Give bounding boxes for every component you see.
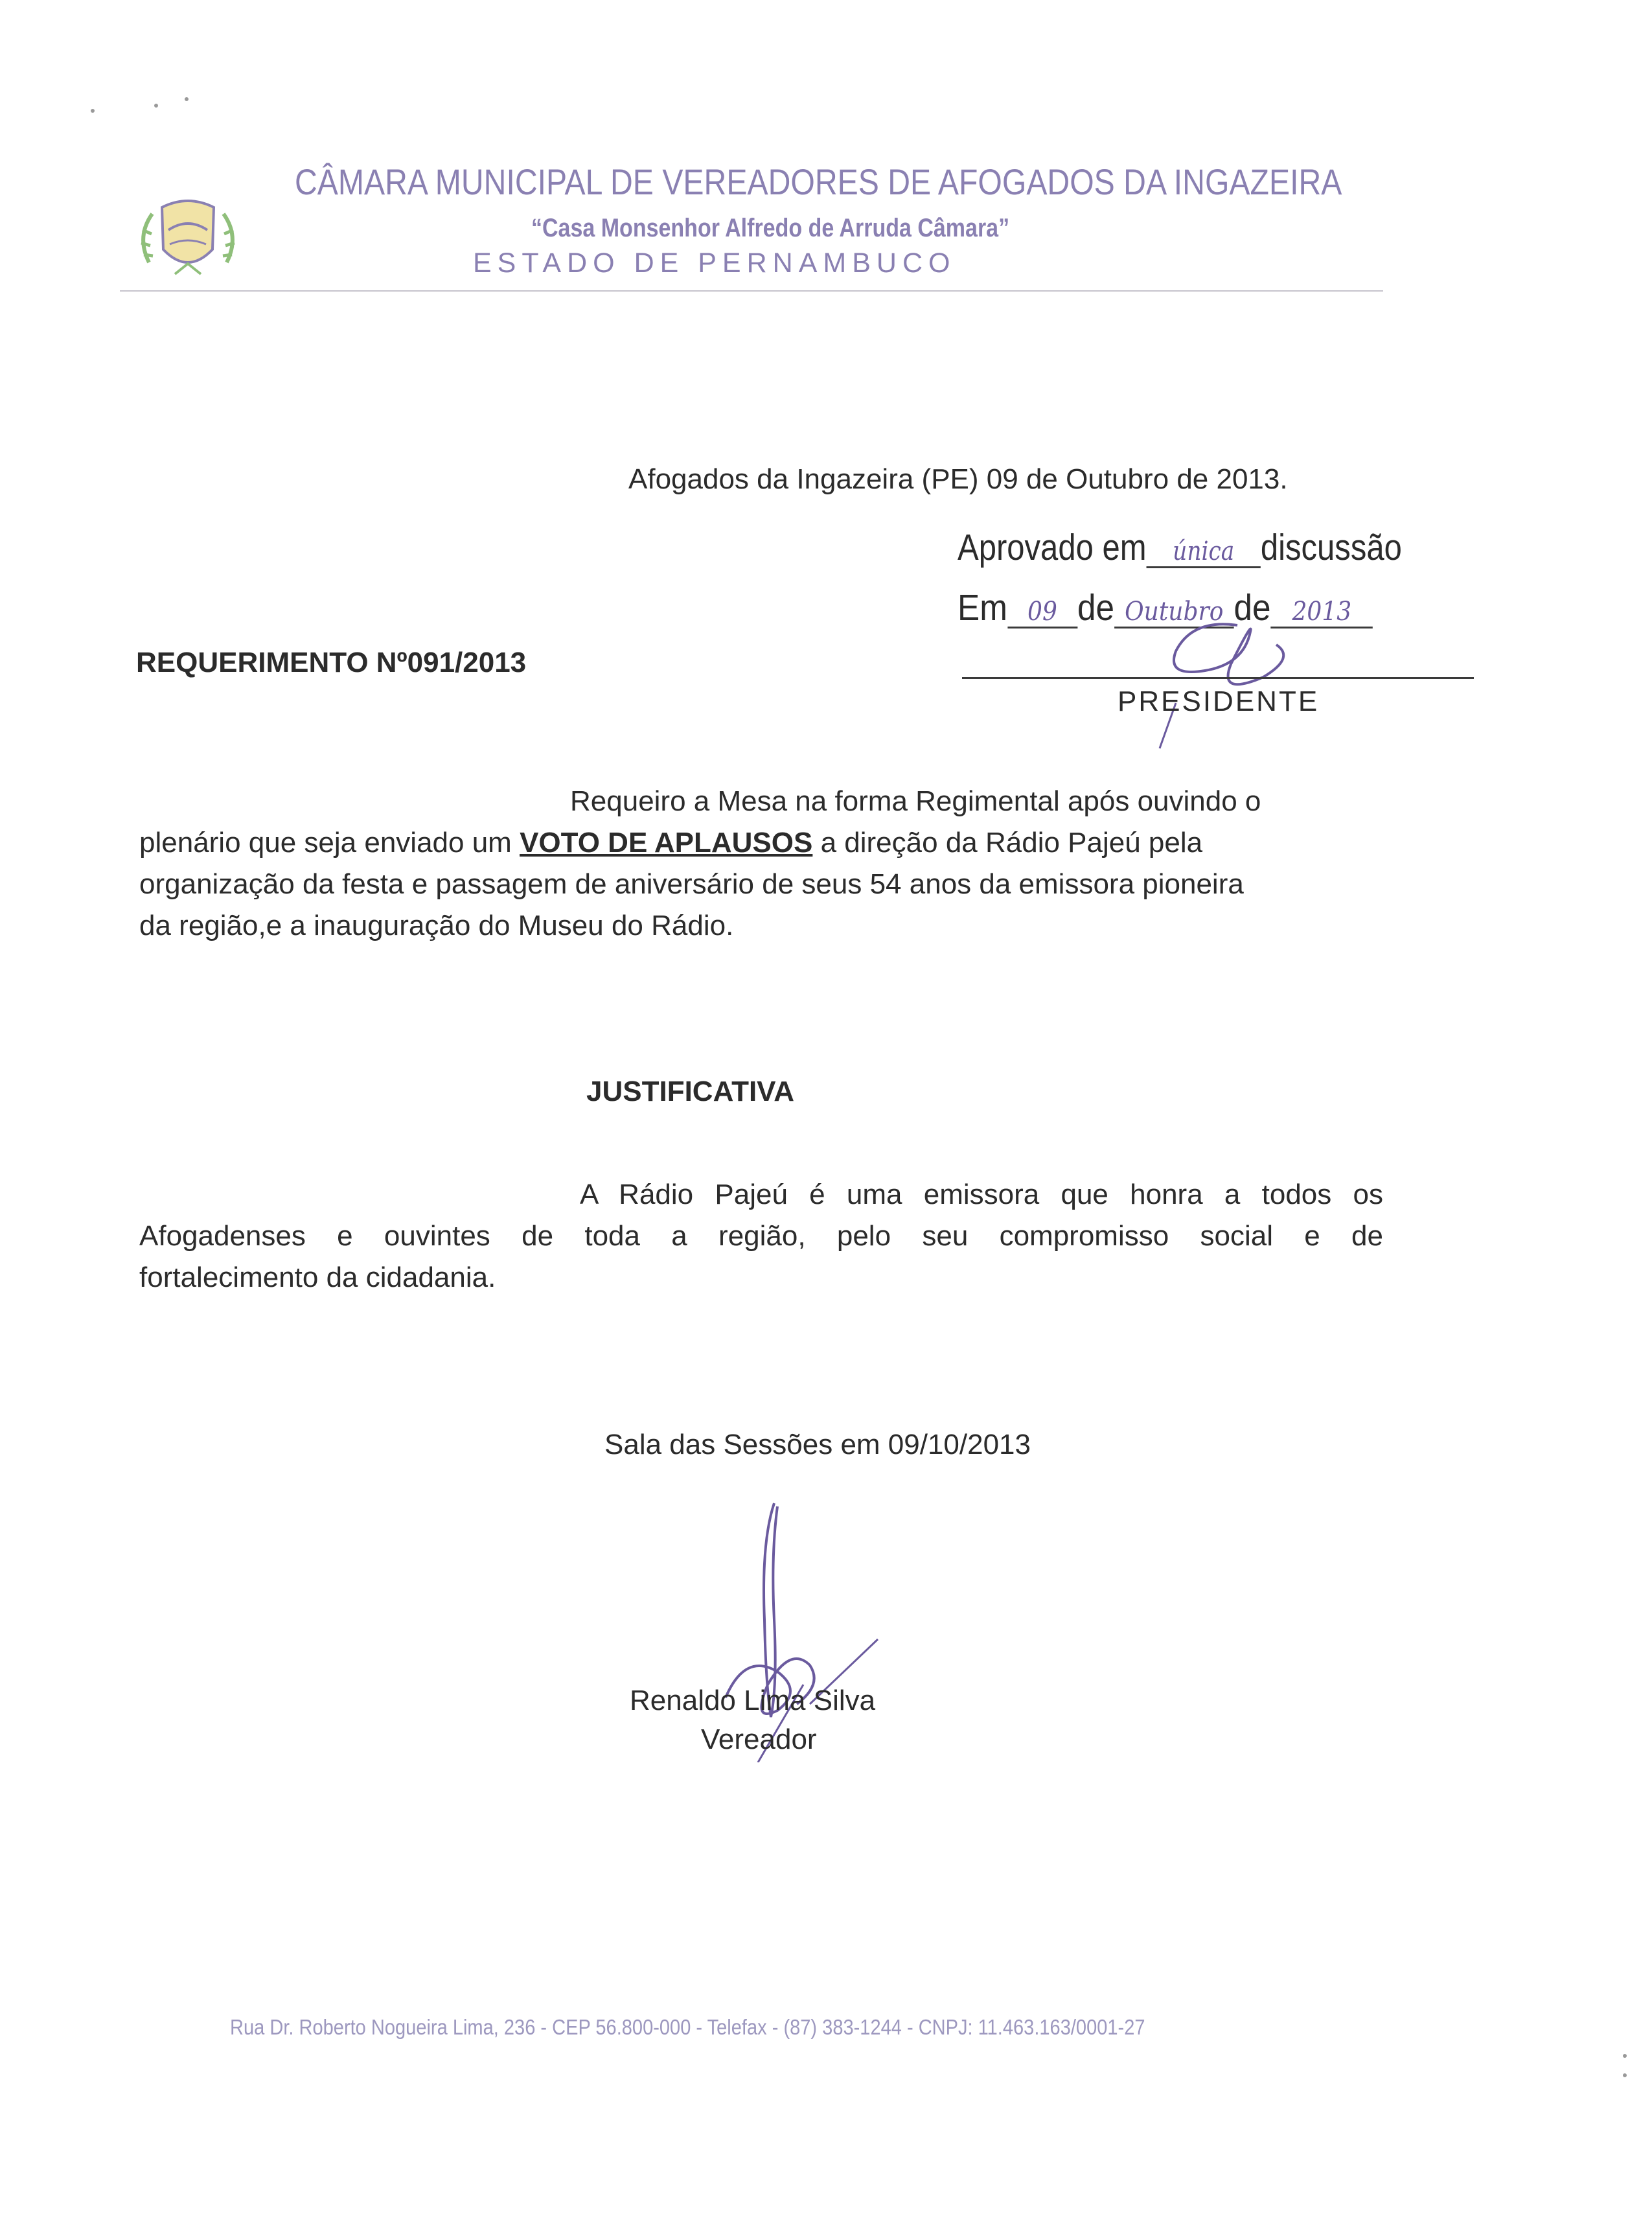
footer-address: Rua Dr. Roberto Nogueira Lima, 236 - CEP 56.800-000 - Telefax - (87) 383-1244 - CNPJ: 11.463.163/0001-27 [230,2015,1145,2039]
approval-label: Aprovado em [958,527,1147,568]
justification-line-1: A Rádio Pajeú é uma emissora que honra a todos os [580,1179,1383,1210]
scan-speck [1623,2054,1627,2058]
approval-date-de2: de [1233,587,1271,628]
approval-year-handwritten: 2013 [1271,597,1373,628]
closing-line: Sala das Sessões em 09/10/2013 [604,1429,1031,1460]
scan-speck [154,104,158,108]
approval-date-de: de [1077,587,1115,628]
request-line-4: da região,e a inauguração do Museu do Rádio. [139,910,734,941]
councilman-signature-icon [706,1490,901,1762]
approval-month-handwritten: Outubro [1114,597,1234,628]
crest-emblem-icon [130,191,246,288]
request-line-2-after: a direção da Rádio Pajeú pela [812,827,1203,859]
approval-stamp-line1 [958,526,1402,569]
signer-role: Vereador [701,1723,817,1755]
justification-line-2: Afogadenses e ouvintes de toda a região, pelo seu compromisso social e de [139,1220,1383,1252]
president-signature-icon [1114,606,1322,755]
request-line-2-before: plenário que seja enviado um [139,827,520,859]
president-label: PRESIDENTE [1118,686,1320,717]
letterhead-state: ESTADO DE PERNAMBUCO [473,248,956,279]
justification-body [139,1174,1383,1298]
justification-line-3: fortalecimento da cidadania. [139,1262,496,1293]
scan-speck [1623,2073,1627,2077]
approval-session-handwritten: única [1147,536,1261,568]
request-line-2 [139,822,1383,864]
approval-day-handwritten: 09 [1007,597,1077,628]
letterhead-title: CÂMARA MUNICIPAL DE VEREADORES DE AFOGADOS DA INGAZEIRA [295,161,1342,202]
approval-discussion-label: discussão [1260,527,1402,568]
stamp-signature-line [962,677,1474,679]
signer-name: Renaldo Lima Silva [630,1685,876,1716]
request-line-1: Requeiro a Mesa na forma Regimental após ouvindo o [570,785,1261,817]
scan-speck [91,109,95,113]
scan-speck [185,97,189,101]
justification-title: JUSTIFICATIVA [586,1076,795,1107]
request-body [139,781,1383,947]
vote-of-applause: VOTO DE APLAUSOS [520,827,813,859]
approval-date-prefix: Em [958,587,1007,628]
request-line-3: organização da festa e passagem de aniversário de seus 54 anos da emissora pioneira [139,868,1244,900]
dateline: Afogados da Ingazeira (PE) 09 de Outubro de 2013. [628,463,1288,495]
letterhead-subtitle: “Casa Monsenhor Alfredo de Arruda Câmara” [531,214,1010,242]
requirement-title: REQUERIMENTO Nº091/2013 [136,647,527,678]
letterhead-divider [120,290,1383,292]
